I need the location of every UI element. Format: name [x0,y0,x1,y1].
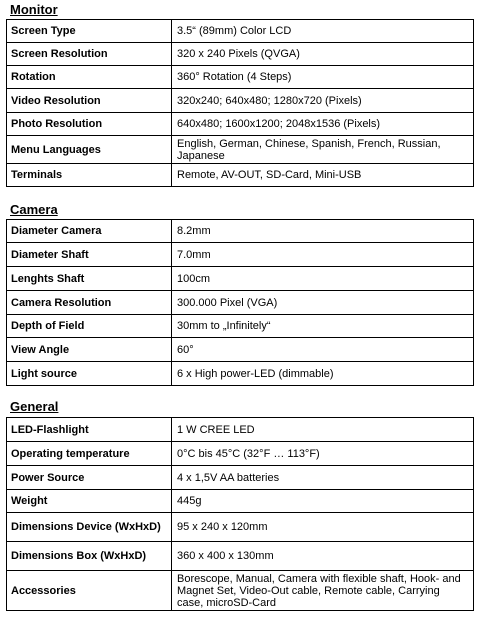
row-value: 60° [172,338,474,362]
row-value: 640x480; 1600x1200; 2048x1536 (Pixels) [172,113,474,136]
table-row [7,20,474,43]
table-row [7,243,474,267]
table-row [7,338,474,362]
row-label: Accessories [7,571,172,611]
row-value: 6 x High power-LED (dimmable) [172,362,474,386]
section-title-general: General [10,399,59,414]
row-value: 7.0mm [172,243,474,267]
row-value: 320 x 240 Pixels (QVGA) [172,43,474,66]
row-value: 300.000 Pixel (VGA) [172,291,474,315]
row-label: Dimensions Device (WxHxD) [7,513,172,542]
row-value: 100cm [172,267,474,291]
row-label: Video Resolution [7,89,172,113]
table-row [7,315,474,338]
row-value: 320x240; 640x480; 1280x720 (Pixels) [172,89,474,113]
section-title-monitor: Monitor [10,2,58,17]
row-label: LED-Flashlight [7,418,172,442]
row-label: Screen Resolution [7,43,172,66]
row-value: 4 x 1,5V AA batteries [172,466,474,490]
spec-table-camera [6,219,474,386]
row-value: 95 x 240 x 120mm [172,513,474,542]
row-value: 3.5“ (89mm) Color LCD [172,20,474,43]
row-label: Rotation [7,66,172,89]
table-row [7,136,474,164]
row-value: 30mm to „Infinitely“ [172,315,474,338]
table-row [7,490,474,513]
row-value: Borescope, Manual, Camera with flexible shaft, Hook- and Magnet Set, Video-Out cable, Remote cable, Carrying case, microSD-Card [172,571,474,611]
row-value: 360° Rotation (4 Steps) [172,66,474,89]
table-row [7,418,474,442]
row-label: View Angle [7,338,172,362]
row-label: Light source [7,362,172,386]
row-value: Remote, AV-OUT, SD-Card, Mini-USB [172,164,474,187]
row-label: Operating temperature [7,442,172,466]
row-label: Camera Resolution [7,291,172,315]
row-label: Menu Languages [7,136,172,164]
table-row [7,43,474,66]
row-label: Lenghts Shaft [7,267,172,291]
row-value: 0°C bis 45°C (32°F … 113°F) [172,442,474,466]
table-row [7,220,474,243]
section-title-camera: Camera [10,202,58,217]
table-row [7,89,474,113]
row-label: Photo Resolution [7,113,172,136]
table-row [7,513,474,542]
row-label: Terminals [7,164,172,187]
row-label: Diameter Shaft [7,243,172,267]
spec-table-general [6,417,474,611]
row-label: Depth of Field [7,315,172,338]
row-label: Screen Type [7,20,172,43]
row-label: Dimensions Box (WxHxD) [7,542,172,571]
table-row [7,362,474,386]
row-value: 8.2mm [172,220,474,243]
table-row [7,542,474,571]
row-value: 360 x 400 x 130mm [172,542,474,571]
table-row [7,291,474,315]
row-value: 1 W CREE LED [172,418,474,442]
row-value: English, German, Chinese, Spanish, French, Russian, Japanese [172,136,474,164]
row-label: Diameter Camera [7,220,172,243]
table-row [7,571,474,611]
table-row [7,66,474,89]
row-label: Power Source [7,466,172,490]
table-row [7,113,474,136]
table-row [7,267,474,291]
table-row [7,164,474,187]
spec-table-monitor [6,19,474,187]
table-row [7,466,474,490]
row-value: 445g [172,490,474,513]
table-row [7,442,474,466]
row-label: Weight [7,490,172,513]
